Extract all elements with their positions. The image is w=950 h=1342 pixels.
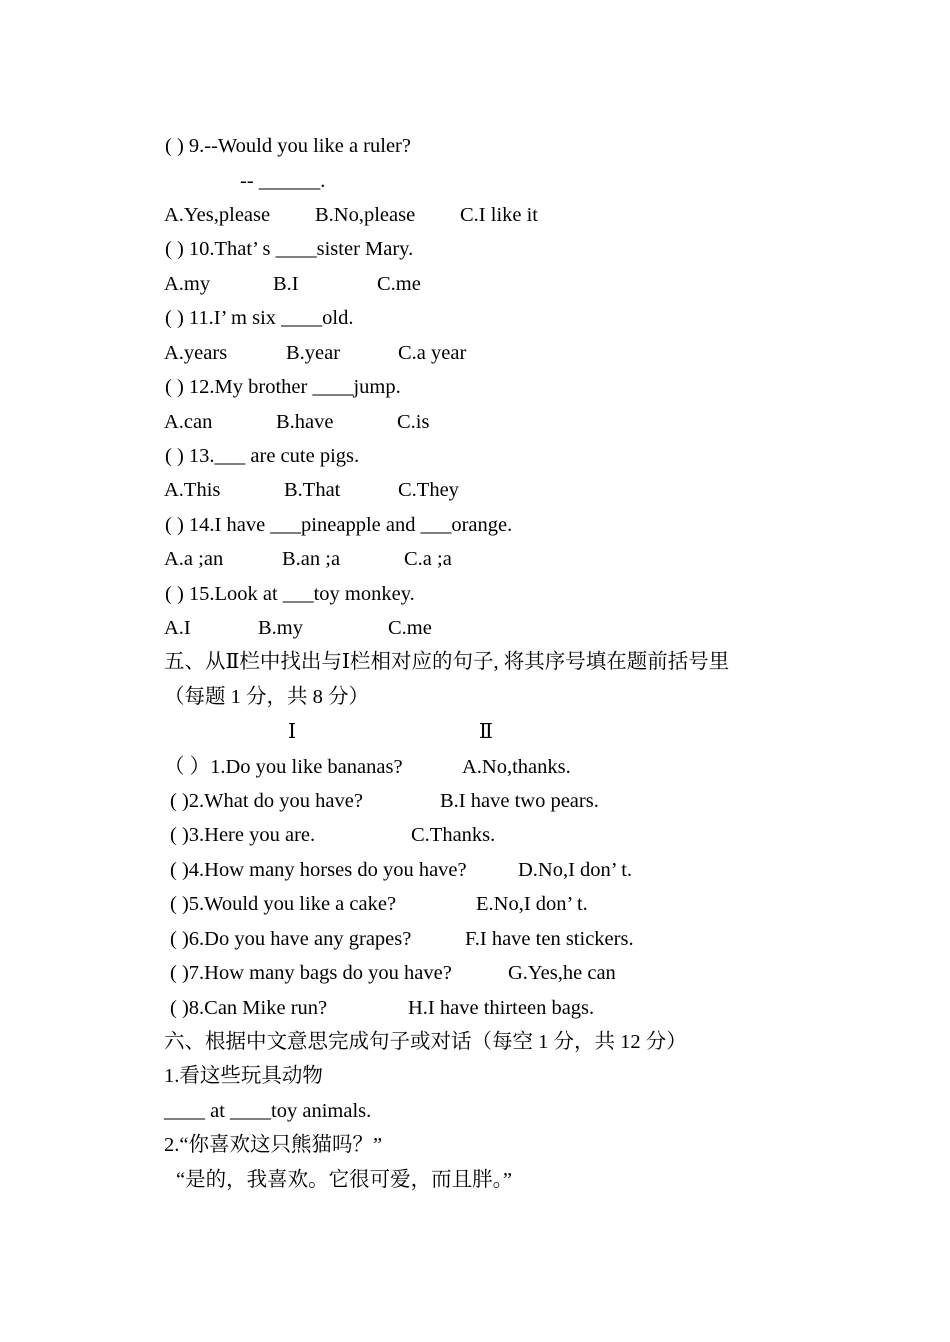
- text-line: ( ) 10.That’ s ____sister Mary.: [165, 238, 414, 260]
- text-line: ( )8.Can Mike run?: [170, 997, 328, 1019]
- text-line: ( ) 12.My brother ____jump.: [165, 376, 401, 398]
- text-line: B.No,please: [315, 204, 416, 226]
- text-line: B.I have two pears.: [440, 790, 599, 812]
- text-line: 六、根据中文意思完成句子或对话（每空 1 分，共 12 分）: [164, 1031, 687, 1053]
- text-line: C.is: [397, 411, 430, 433]
- text-line: C.me: [377, 273, 421, 295]
- text-line: ( )7.How many bags do you have?: [170, 962, 452, 984]
- text-line: B.year: [286, 342, 341, 364]
- text-line: A.I: [164, 617, 191, 639]
- text-line: C.They: [398, 479, 459, 501]
- text-line: B.have: [276, 411, 334, 433]
- text-line: C.Thanks.: [411, 824, 496, 846]
- text-line: E.No,I don’ t.: [476, 893, 588, 915]
- text-line: A.This: [164, 479, 221, 501]
- text-line: ( )6.Do you have any grapes?: [170, 928, 412, 950]
- text-line: B.my: [258, 617, 303, 639]
- text-line: B.I: [273, 273, 299, 295]
- text-line: A.No,thanks.: [462, 756, 571, 778]
- text-line: C.me: [388, 617, 432, 639]
- text-line: B.an ;a: [282, 548, 341, 570]
- text-line: （每题 1 分，共 8 分）: [164, 686, 369, 708]
- text-line: ( ) 14.I have ___pineapple and ___orange.: [165, 514, 513, 536]
- text-line: A.Yes,please: [164, 204, 271, 226]
- text-line: C.a ;a: [404, 548, 452, 570]
- text-line: 五、从Ⅱ栏中找出与Ⅰ栏相对应的句子, 将其序号填在题前括号里: [164, 651, 730, 673]
- text-line: ( ) 13.___ are cute pigs.: [165, 445, 360, 467]
- text-line: ( )4.How many horses do you have?: [170, 859, 467, 881]
- text-line: B.That: [284, 479, 341, 501]
- text-line: ( )3.Here you are.: [170, 824, 316, 846]
- text-line: ( ) 15.Look at ___toy monkey.: [165, 583, 415, 605]
- text-line: -- ______.: [240, 170, 326, 192]
- text-line: （ ）1.Do you like bananas?: [164, 756, 403, 778]
- text-line: 2.“你喜欢这只熊猫吗？”: [164, 1134, 383, 1156]
- text-line: D.No,I don’ t.: [518, 859, 633, 881]
- text-line: F.I have ten stickers.: [465, 928, 634, 950]
- text-line: Ⅱ: [479, 721, 493, 743]
- text-line: C.I like it: [460, 204, 539, 226]
- text-line: ( ) 11.I’ m six ____old.: [165, 307, 354, 329]
- text-line: ( )5.Would you like a cake?: [170, 893, 397, 915]
- text-line: ____ at ____toy animals.: [164, 1100, 372, 1122]
- text-line: A.can: [164, 411, 213, 433]
- text-line: ( ) 9.--Would you like a ruler?: [165, 135, 411, 157]
- text-line: A.my: [164, 273, 211, 295]
- text-line: A.years: [164, 342, 228, 364]
- text-line: Ⅰ: [288, 721, 297, 743]
- text-line: C.a year: [398, 342, 467, 364]
- text-line: ( )2.What do you have?: [170, 790, 363, 812]
- text-line: 1.看这些玩具动物: [164, 1065, 323, 1087]
- text-line: G.Yes,he can: [508, 962, 616, 984]
- text-line: H.I have thirteen bags.: [408, 997, 595, 1019]
- text-line: “是的，我喜欢。它很可爱，而且胖。”: [176, 1169, 512, 1191]
- text-line: A.a ;an: [164, 548, 224, 570]
